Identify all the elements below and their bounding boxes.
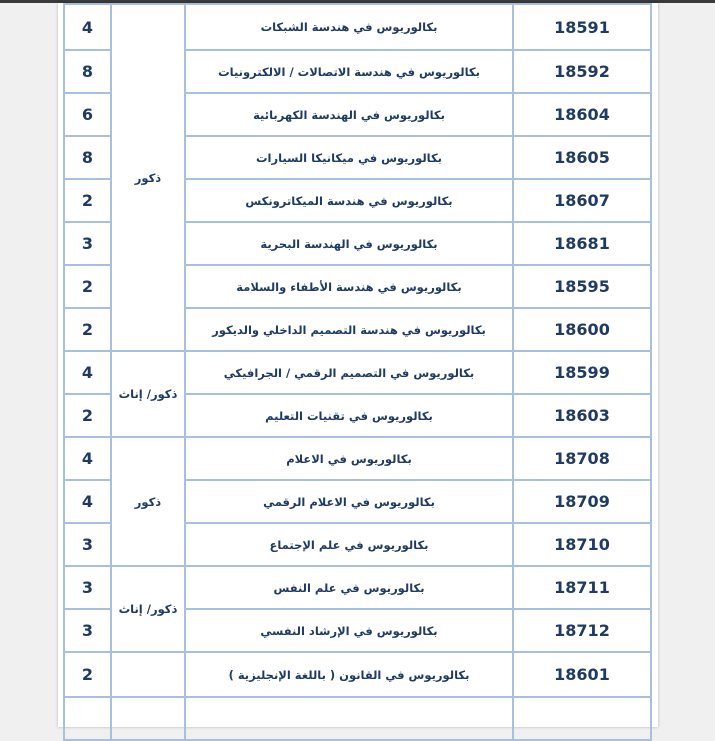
gender-group-cell xyxy=(111,697,185,740)
program-cell: بكالوريوس في علم النفس xyxy=(185,566,513,609)
seats-cell: 2 xyxy=(64,265,111,308)
seats-cell xyxy=(64,697,111,740)
seats-cell: 3 xyxy=(64,222,111,265)
seats-cell: 6 xyxy=(64,93,111,136)
code-cell: 18708 xyxy=(513,437,651,480)
program-cell: بكالوريوس في القانون ( باللغة الإنجليزية ) xyxy=(185,652,513,697)
seats-cell: 8 xyxy=(64,136,111,179)
program-cell: بكالوريوس في علم الإجتماع xyxy=(185,523,513,566)
code-cell: 18604 xyxy=(513,93,651,136)
program-cell xyxy=(185,697,513,740)
program-cell: بكالوريوس في الهندسة الكهربائية xyxy=(185,93,513,136)
seats-cell: 3 xyxy=(64,523,111,566)
seats-cell: 4 xyxy=(64,480,111,523)
gender-group-cell: ذكور xyxy=(111,4,185,351)
code-cell: 18681 xyxy=(513,222,651,265)
program-cell: بكالوريوس في الاعلام الرقمي xyxy=(185,480,513,523)
program-cell: بكالوريوس في هندسة الشبكات xyxy=(185,4,513,50)
table-row xyxy=(64,351,651,394)
program-cell: بكالوريوس في ميكانيكا السيارات xyxy=(185,136,513,179)
seats-cell: 8 xyxy=(64,50,111,93)
table-row xyxy=(64,437,651,480)
code-cell: 18709 xyxy=(513,480,651,523)
code-cell: 18591 xyxy=(513,4,651,50)
code-cell xyxy=(513,697,651,740)
code-cell: 18599 xyxy=(513,351,651,394)
seats-cell: 3 xyxy=(64,566,111,609)
seats-cell: 2 xyxy=(64,179,111,222)
code-cell: 18603 xyxy=(513,394,651,437)
code-cell: 18712 xyxy=(513,609,651,652)
seats-cell: 2 xyxy=(64,308,111,351)
seats-cell: 4 xyxy=(64,437,111,480)
table-row xyxy=(64,566,651,609)
code-cell: 18595 xyxy=(513,265,651,308)
table-row xyxy=(64,697,651,740)
programs-table xyxy=(63,3,652,741)
seats-cell: 4 xyxy=(64,351,111,394)
program-cell: بكالوريوس في تقنيات التعليم xyxy=(185,394,513,437)
program-cell: بكالوريوس في التصميم الرقمي / الجرافيكي xyxy=(185,351,513,394)
seats-cell: 2 xyxy=(64,394,111,437)
code-cell: 18607 xyxy=(513,179,651,222)
seats-cell: 3 xyxy=(64,609,111,652)
program-cell: بكالوريوس في هندسة الميكاترونكس xyxy=(185,179,513,222)
table-row xyxy=(64,4,651,50)
seats-cell: 4 xyxy=(64,4,111,50)
program-cell: بكالوريوس في الاعلام xyxy=(185,437,513,480)
program-cell: بكالوريوس في الإرشاد النفسي xyxy=(185,609,513,652)
code-cell: 18605 xyxy=(513,136,651,179)
program-cell: بكالوريوس في هندسة الاتصالات / الالكترونيات xyxy=(185,50,513,93)
program-cell: بكالوريوس في هندسة التصميم الداخلي والديكور xyxy=(185,308,513,351)
gender-group-cell: ذكور/ إناث xyxy=(111,351,185,437)
code-cell: 18710 xyxy=(513,523,651,566)
program-cell: بكالوريوس في هندسة الأطفاء والسلامة xyxy=(185,265,513,308)
code-cell: 18711 xyxy=(513,566,651,609)
code-cell: 18592 xyxy=(513,50,651,93)
document-page xyxy=(58,3,658,727)
gender-group-cell xyxy=(111,652,185,697)
gender-group-cell: ذكور/ إناث xyxy=(111,566,185,652)
table-row xyxy=(64,652,651,697)
gender-group-cell: ذكور xyxy=(111,437,185,566)
seats-cell: 2 xyxy=(64,652,111,697)
code-cell: 18600 xyxy=(513,308,651,351)
code-cell: 18601 xyxy=(513,652,651,697)
program-cell: بكالوريوس في الهندسة البحرية xyxy=(185,222,513,265)
